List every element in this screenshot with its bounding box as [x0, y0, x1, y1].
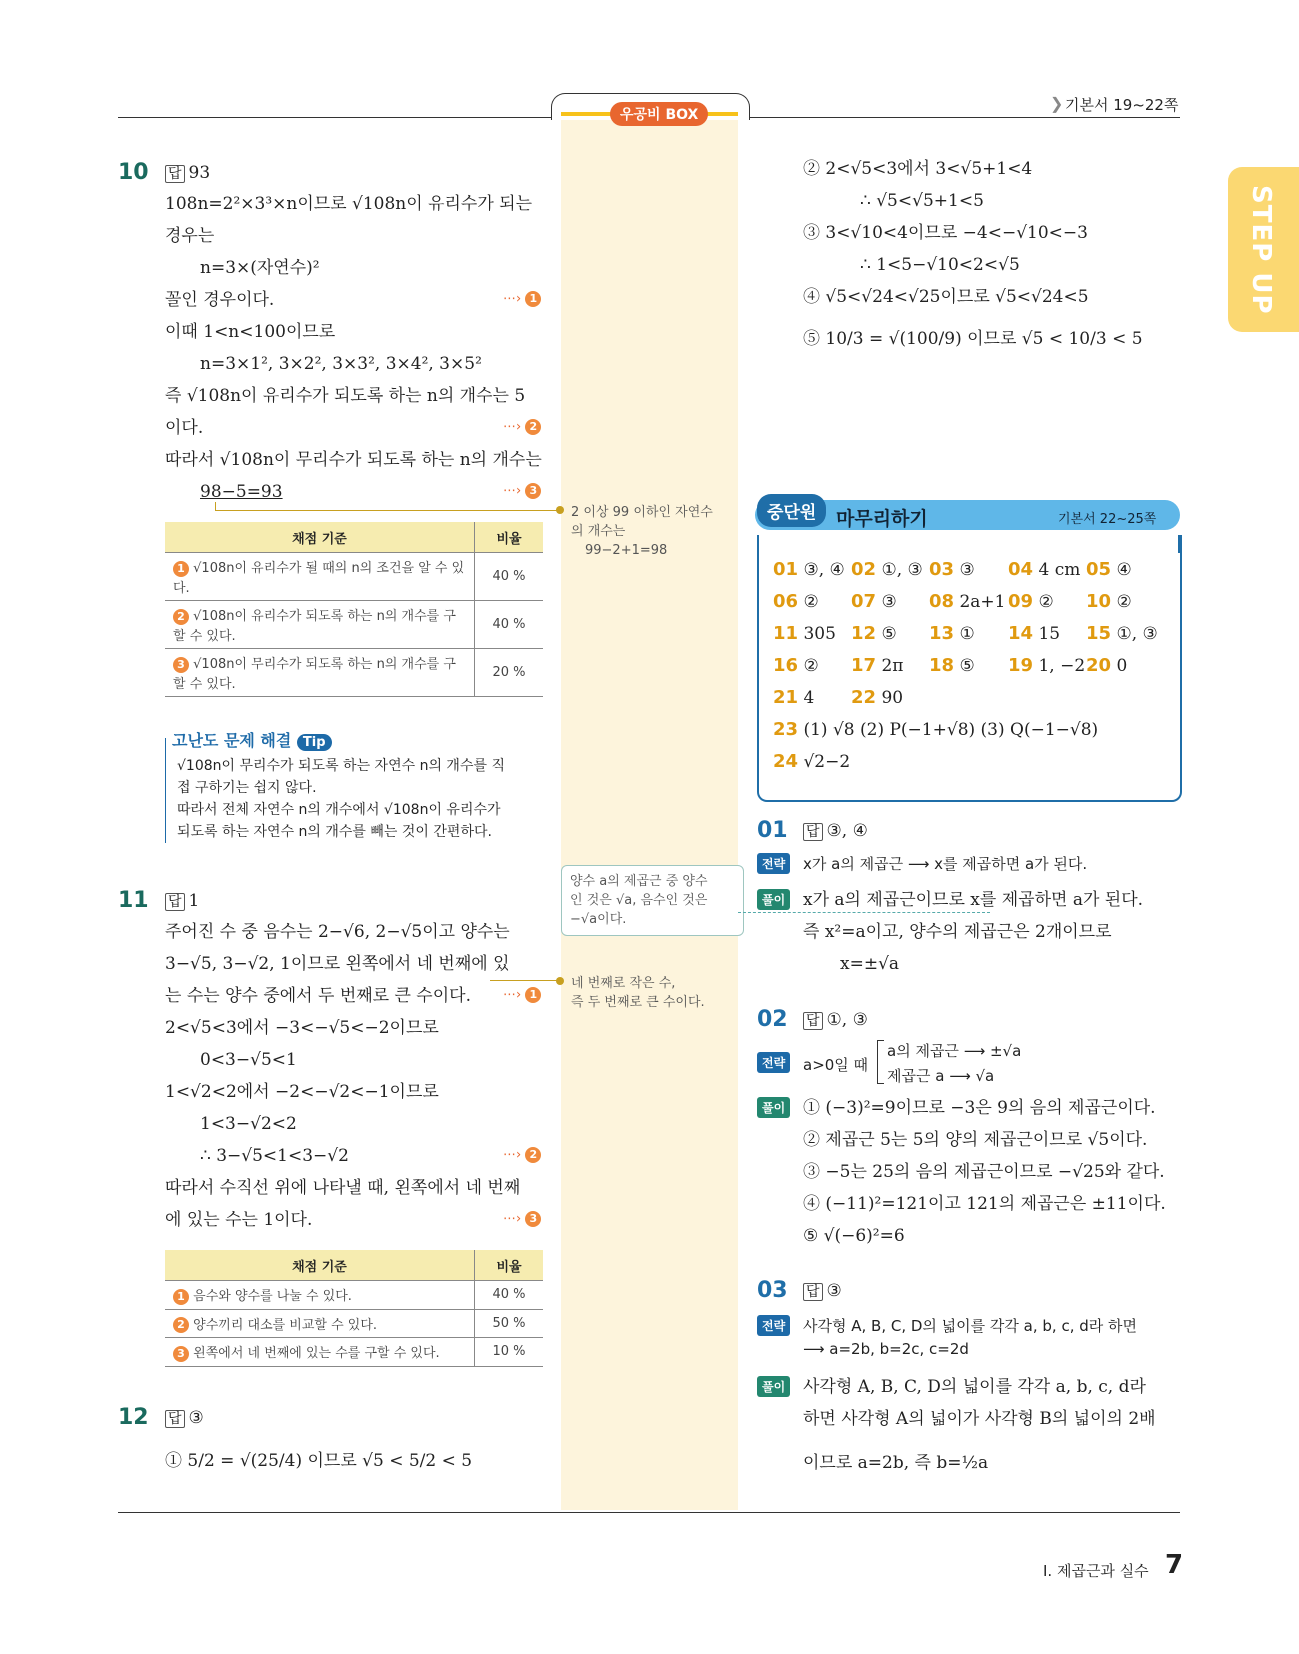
unit-ref: 기본서 22~25쪽	[1058, 512, 1157, 527]
criteria-row: 2 √108n이 유리수가 되도록 하는 n의 개수를 구할 수 있다.	[165, 601, 475, 649]
step-up-label: STEP UP	[1246, 185, 1276, 315]
p11-line: 1<√2<2에서 −2<−√2<−1이므로	[165, 1082, 439, 1102]
p10-line: 98−5=93	[200, 482, 283, 502]
problem-11-answer: 답 1	[165, 890, 199, 913]
p10-line: 이때 1<n<100이므로	[165, 322, 336, 342]
p11-line: 따라서 수직선 위에 나타낼 때, 왼쪽에서 네 번째	[165, 1178, 521, 1198]
criteria-pct: 40 %	[475, 553, 544, 601]
criteria-header: 채점 기준	[165, 1250, 475, 1281]
p11-line: 3−√5, 3−√2, 1이므로 왼쪽에서 네 번째에 있	[165, 954, 510, 974]
criteria-pct: 40 %	[475, 601, 544, 649]
box-note-3: 네 번째로 작은 수, 즉 두 번째로 큰 수이다.	[571, 976, 705, 1010]
chevron-right-icon: ❯	[1050, 94, 1064, 113]
p10-line: 따라서 √108n이 무리수가 되도록 하는 n의 개수는	[165, 450, 542, 470]
tip-title: 고난도 문제 해결 Tip	[172, 728, 332, 751]
p11-line: 에 있는 수는 1이다.	[165, 1210, 313, 1230]
box-label: 우공비 BOX	[610, 102, 708, 126]
q01-sol: x=±√a	[840, 954, 900, 974]
p12-line: ① 5/2 = √(25/4) 이므로 √5 < 5/2 < 5	[165, 1451, 473, 1471]
q03-strategy: ⟶ a=2b, b=2c, c=2d	[803, 1340, 969, 1358]
unit-title: 마무리하기	[836, 508, 928, 530]
q02-sol: ⑤ √(−6)²=6	[803, 1226, 905, 1246]
bracket	[877, 1040, 884, 1084]
strategy-tag: 전략	[757, 853, 790, 874]
right-line: ∴ √5<√5+1<5	[860, 191, 984, 211]
q03-sol: 이므로 a=2b, 즉 b=½a	[803, 1453, 989, 1473]
q03-sol: 사각형 A, B, C, D의 넓이를 각각 a, b, c, d라	[803, 1377, 1146, 1397]
criteria-table-10	[165, 522, 543, 697]
note-connector	[738, 912, 990, 913]
q02-sol: ③ −5는 25의 음의 제곱근이므로 −√25와 같다.	[803, 1162, 1165, 1182]
note-dot	[556, 977, 564, 985]
q02-strategy-pre: a>0일 때	[803, 1056, 869, 1074]
p10-line: 경우는	[165, 226, 215, 246]
p11-line: 1<3−√2<2	[200, 1114, 297, 1134]
criteria-row: 2 양수끼리 대소를 비교할 수 있다.	[165, 1309, 475, 1338]
box-note-1: 2 이상 99 이하인 자연수 의 개수는 99−2+1=98	[571, 505, 713, 558]
note-connector	[490, 980, 560, 981]
p10-line: n=3×1², 3×2², 3×3², 3×4², 3×5²	[200, 354, 482, 374]
criteria-row: 1 √108n이 유리수가 될 때의 n의 조건을 알 수 있다.	[165, 553, 475, 601]
q01-strategy: x가 a의 제곱근 ⟶ x를 제곱하면 a가 된다.	[803, 855, 1088, 873]
problem-10-number: 10	[118, 160, 149, 185]
p11-line: 는 수는 양수 중에서 두 번째로 큰 수이다.	[165, 986, 471, 1006]
tip-border	[165, 738, 166, 843]
unit-badge: 중단원	[757, 494, 826, 527]
p10-line: 이다.	[165, 418, 204, 438]
p11-line: 2<√5<3에서 −3<−√5<−2이므로	[165, 1018, 439, 1038]
criteria-row: 3 왼쪽에서 네 번째에 있는 수를 구할 수 있다.	[165, 1338, 475, 1367]
note-connector	[215, 502, 216, 510]
criteria-row: 3 √108n이 무리수가 되도록 하는 n의 개수를 구할 수 있다.	[165, 649, 475, 697]
p11-line: 0<3−√5<1	[200, 1050, 297, 1070]
criteria-header: 비율	[475, 522, 544, 553]
problem-12-number: 12	[118, 1405, 149, 1430]
problem-10-answer: 답 93	[165, 162, 210, 185]
box-column	[561, 110, 738, 1510]
q03-sol: 하면 사각형 A의 넓이가 사각형 B의 넓이의 2배	[803, 1409, 1156, 1429]
right-line: ⑤ 10/3 = √(100/9) 이므로 √5 < 10/3 < 5	[803, 329, 1143, 349]
q01-sol: x가 a의 제곱근이므로 x를 제곱하면 a가 된다.	[803, 890, 1144, 910]
q02-sol: ④ (−11)²=121이고 121의 제곱근은 ±11이다.	[803, 1194, 1166, 1214]
problem-11-number: 11	[118, 888, 149, 913]
criteria-row: 1 음수와 양수를 나눌 수 있다.	[165, 1281, 475, 1310]
criteria-pct: 40 %	[475, 1281, 544, 1310]
right-line: ∴ 1<5−√10<2<√5	[860, 255, 1020, 275]
strategy-tag: 전략	[757, 1052, 790, 1073]
criteria-header: 비율	[475, 1250, 544, 1281]
tip-text: √108n이 무리수가 되도록 하는 자연수 n의 개수를 직 접 구하기는 쉽지 않다. 따라서 전체 자연수 n의 개수에서 √108n이 유리수가 되도록 하는 자연수 n의 개수를 빼는 것이 간편하다.	[177, 758, 505, 840]
strategy-tag: 전략	[757, 1315, 790, 1336]
q02-sol: ② 제곱근 5는 5의 양의 제곱근이므로 √5이다.	[803, 1130, 1148, 1150]
right-line: ④ √5<√24<√25이므로 √5<√24<5	[803, 287, 1089, 307]
note-connector	[215, 510, 560, 511]
header-ref: 기본서 19~22쪽	[1065, 96, 1179, 114]
step-marker: ⋯› 3	[503, 1211, 541, 1227]
step-marker: ⋯› 1	[503, 987, 541, 1003]
q02-answer: 답 ①, ③	[803, 1009, 868, 1032]
unit-answer-box-top	[1178, 535, 1180, 553]
box-note-2: 양수 a의 제곱근 중 양수 인 것은 √a, 음수인 것은 −√a이다.	[561, 865, 744, 936]
criteria-pct: 10 %	[475, 1338, 544, 1367]
q01-answer: 답 ③, ④	[803, 820, 868, 843]
q02-strategy-a: a의 제곱근 ⟶ ±√a	[887, 1042, 1022, 1060]
solution-tag: 풀이	[757, 1097, 790, 1118]
q02-number: 02	[757, 1007, 788, 1032]
q03-answer: 답 ③	[803, 1280, 842, 1303]
note-dot	[556, 506, 564, 514]
step-marker: ⋯› 3	[503, 483, 541, 499]
step-marker: ⋯› 1	[503, 291, 541, 307]
unit-answer-box-top	[757, 535, 759, 553]
step-marker: ⋯› 2	[503, 419, 541, 435]
q03-strategy: 사각형 A, B, C, D의 넓이를 각각 a, b, c, d라 하면	[803, 1317, 1137, 1335]
criteria-header: 채점 기준	[165, 522, 475, 553]
p10-line: 꼴인 경우이다.	[165, 290, 275, 310]
p11-line: ∴ 3−√5<1<3−√2	[200, 1146, 349, 1166]
p10-line: 108n=2²×3³×n이므로 √108n이 유리수가 되는	[165, 194, 532, 214]
footer-page: 7	[1165, 1550, 1184, 1580]
problem-12-answer: 답 ③	[165, 1407, 204, 1430]
right-line: ② 2<√5<3에서 3<√5+1<4	[803, 159, 1033, 179]
tip-badge: Tip	[297, 734, 332, 751]
q02-sol: ① (−3)²=9이므로 −3은 9의 음의 제곱근이다.	[803, 1098, 1156, 1118]
footer-chapter: Ⅰ. 제곱근과 실수	[1043, 1562, 1149, 1580]
criteria-pct: 20 %	[475, 649, 544, 697]
footer-rule	[118, 1512, 1180, 1513]
criteria-pct: 50 %	[475, 1309, 544, 1338]
q01-sol: 즉 x²=a이고, 양수의 제곱근은 2개이므로	[803, 922, 1112, 942]
p10-line: n=3×(자연수)²	[200, 258, 320, 278]
step-up-tab	[1228, 167, 1299, 332]
q02-strategy-b: 제곱근 a ⟶ √a	[887, 1067, 995, 1085]
solution-tag: 풀이	[757, 1376, 790, 1397]
right-line: ③ 3<√10<4이므로 −4<−√10<−3	[803, 223, 1088, 243]
criteria-table-11	[165, 1250, 543, 1367]
q01-number: 01	[757, 818, 788, 843]
step-marker: ⋯› 2	[503, 1147, 541, 1163]
p10-line: 즉 √108n이 유리수가 되도록 하는 n의 개수는 5	[165, 386, 526, 406]
solution-tag: 풀이	[757, 889, 790, 910]
p11-line: 주어진 수 중 음수는 2−√6, 2−√5이고 양수는	[165, 922, 510, 942]
q03-number: 03	[757, 1278, 788, 1303]
